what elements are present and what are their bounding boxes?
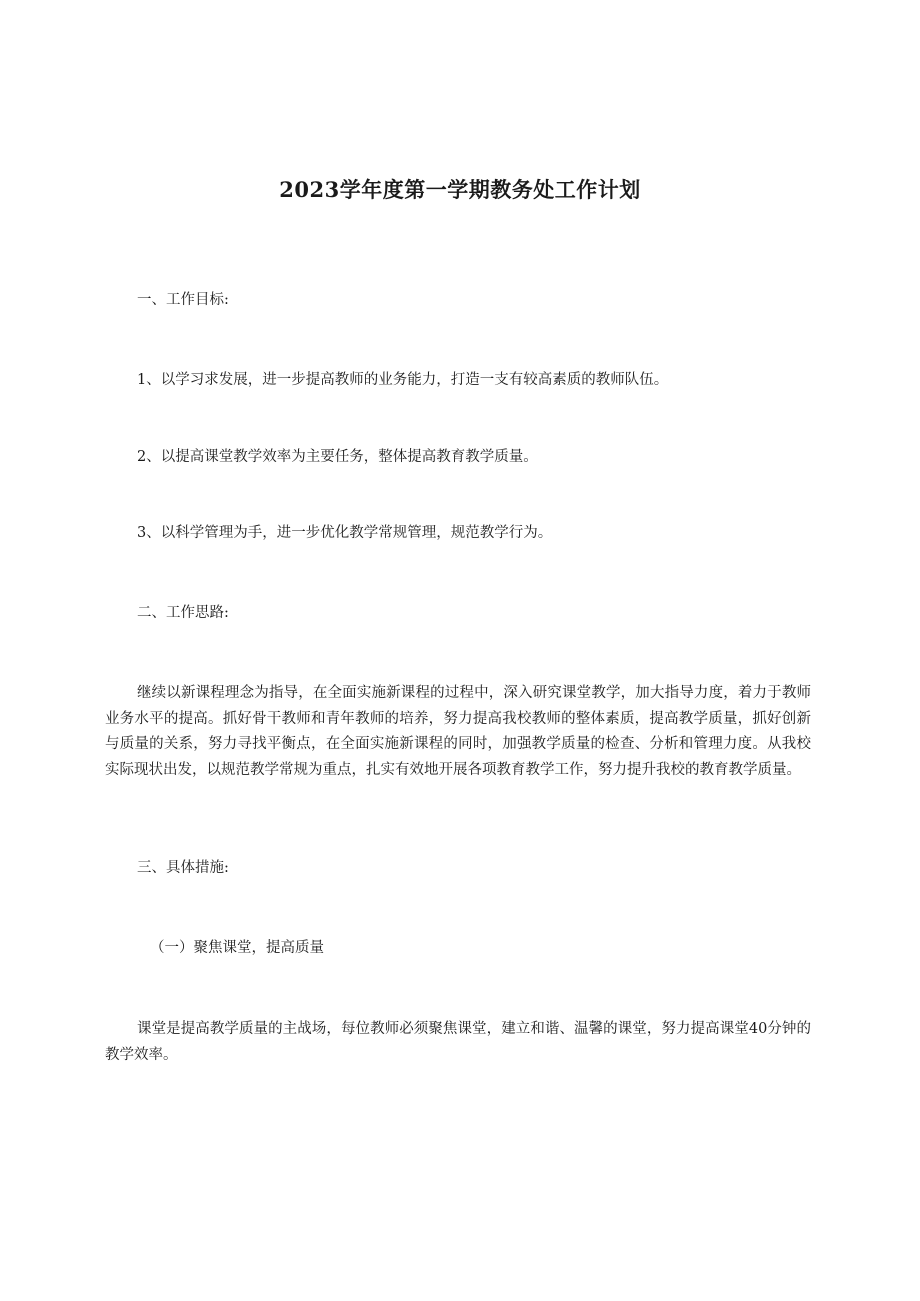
goal-item-3: 3、以科学管理为手，进一步优化教学常规管理，规范教学行为。 (137, 525, 553, 541)
section-heading-approach: 二、工作思路: (137, 605, 229, 621)
subsection-heading-classroom: （一）聚焦课堂，提高质量 (150, 940, 324, 956)
section-heading-goals: 一、工作目标: (137, 292, 229, 308)
section-heading-measures: 三、具体措施: (137, 860, 229, 876)
goal-item-2: 2、以提高课堂教学效率为主要任务，整体提高教育教学质量。 (137, 449, 538, 465)
approach-paragraph: 继续以新课程理念为指导，在全面实施新课程的过程中，深入研究课堂教学，加大指导力度，着力于教师业务水平的提高。抓好骨干教师和青年教师的培养，努力提高我校教师的整体素质，提高教学质量，抓好创新与质量的关系，努力寻找平衡点，在全面实施新课程的同时，加强教学质量的检查、分析和管理力度。从我校实际现状出发，以规范教学常规为重点，扎实有效地开展各项教育教学工作，努力提升我校的教育教学质量。 (105, 685, 811, 778)
goal-item-1: 1、以学习求发展，进一步提高教师的业务能力，打造一支有较高素质的教师队伍。 (137, 372, 669, 388)
document-title: 2023学年度第一学期教务处工作计划 (279, 177, 641, 202)
classroom-paragraph: 课堂是提高教学质量的主战场，每位教师必须聚焦课堂，建立和谐、温馨的课堂，努力提高课堂40分钟的教学效率。 (105, 1021, 811, 1063)
